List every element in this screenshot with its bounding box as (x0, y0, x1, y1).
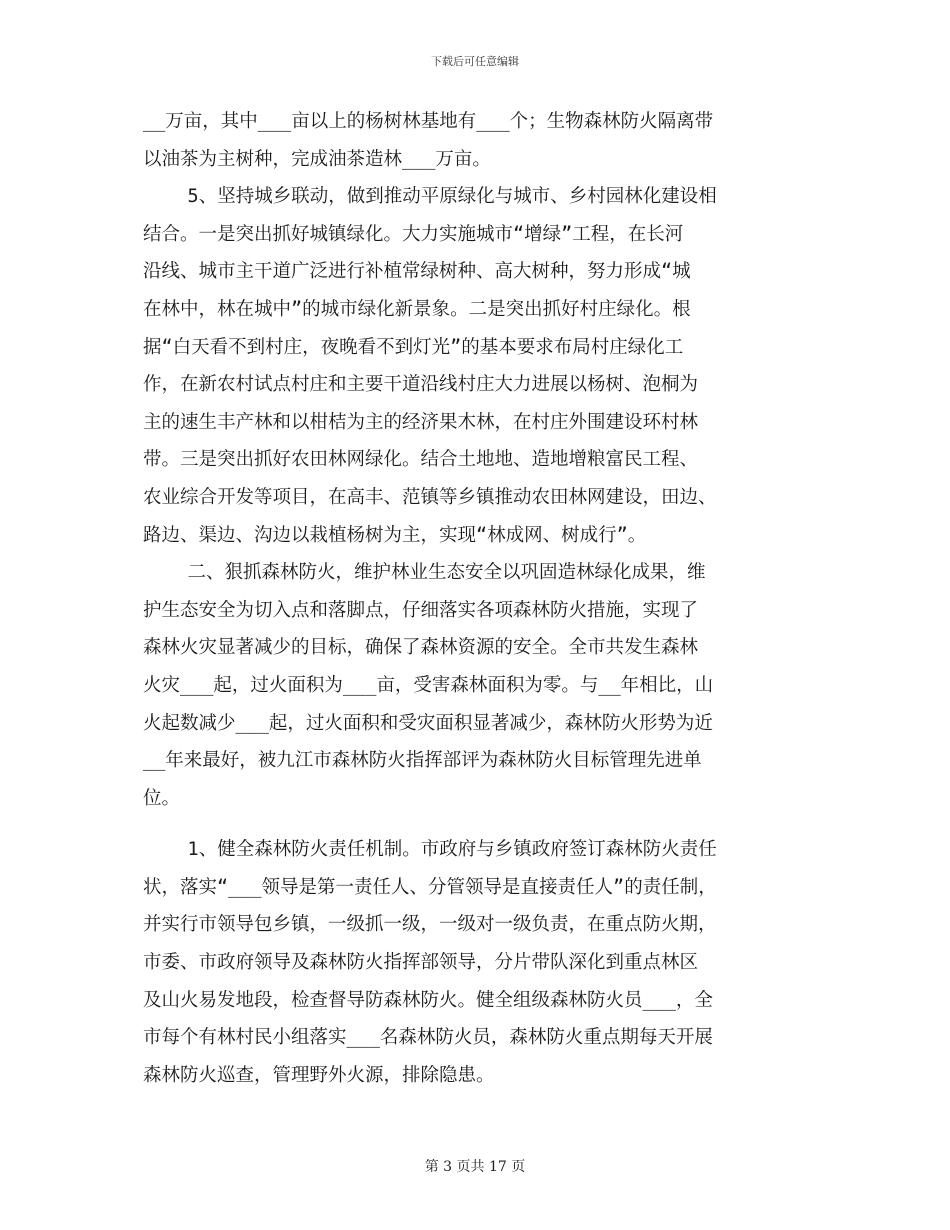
text-line: 1、健全森林防火责任机制。市政府与乡镇政府签订森林防火责任 (143, 839, 717, 861)
text-line: 农业综合开发等项目，在高丰、范镇等乡镇推动农田林网建设，田边、 (143, 486, 717, 508)
text-line: 沿线、城市主干道广泛进行补植常绿树种、高大树种，努力形成“城 (143, 261, 691, 283)
text-line: 5、坚持城乡联动，做到推动平原绿化与城市、乡村园林化建设相 (143, 186, 717, 208)
text-line: 火起数减少___起，过火面积和受灾面积显著减少，森林防火形势为近 (143, 712, 713, 734)
text-line: 森林防火巡查，管理野外火源，排除隐患。 (143, 1064, 495, 1086)
text-line: __年来最好，被九江市森林防火指挥部评为森林防火目标管理先进单 (143, 750, 702, 772)
text-line: 状，落实“___领导是第一责任人、分管领导是直接责任人”的责任制， (143, 876, 717, 898)
paragraph (143, 554, 823, 817)
text-line: 以油茶为主树种，完成油茶造林___万亩。 (143, 148, 491, 170)
text-line: 主的速生丰产林和以柑桔为主的经济果木林，在村庄外围建设环村林 (143, 411, 699, 433)
text-line: 在林中，林在城中”的城市绿化新景象。二是突出抓好村庄绿化。根 (143, 298, 691, 320)
text-line: 火灾___起，过火面积为___亩，受害森林面积为零。与__年相比，山 (143, 674, 714, 696)
text-line: 路边、渠边、沟边以栽植杨树为主，实现“林成网、树成行”。 (143, 524, 647, 546)
text-line: 作，在新农村试点村庄和主要干道沿线村庄大力进展以杨树、泡桐为 (143, 374, 699, 396)
text-line: 及山火易发地段，检查督导防森林防火。健全组级森林防火员___，全 (143, 989, 713, 1011)
text-line: 结合。一是突出抓好城镇绿化。大力实施城市“增绿”工程，在长河 (143, 223, 684, 245)
page-header-note: 下载后可任意编辑 (431, 55, 519, 68)
text-line: __万亩，其中___亩以上的杨树林基地有___个；生物森林防火隔离带 (143, 111, 714, 132)
page-number: 第 3 页共 17 页 (424, 1159, 526, 1175)
text-line: 护生态安全为切入点和落脚点，仔细落实各项森林防火措施，实现了 (143, 599, 699, 621)
paragraph (143, 178, 823, 554)
text-line: 森林火灾显著减少的目标，确保了森林资源的安全。全市共发生森林 (143, 637, 699, 659)
text-line: 市每个有林村民小组落实___名森林防火员，森林防火重点期每天开展 (143, 1027, 713, 1049)
text-line: 位。 (143, 787, 181, 809)
paragraph-spacer (143, 817, 823, 831)
document-body (143, 103, 823, 1094)
text-line: 带。三是突出抓好农田林网绿化。结合土地地、造地增粮富民工程、 (143, 449, 699, 471)
text-line: 据“白天看不到村庄，夜晚看不到灯光”的基本要求布局村庄绿化工 (143, 336, 684, 358)
paragraph (143, 103, 823, 178)
text-line: 二、狠抓森林防火，维护林业生态安全以巩固造林绿化成果，维 (143, 562, 706, 584)
paragraph (143, 831, 823, 1094)
text-line: 并实行市领导包乡镇，一级抓一级，一级对一级负责，在重点防火期， (143, 914, 717, 936)
text-line: 市委、市政府领导及森林防火指挥部领导，分片带队深化到重点林区 (143, 952, 699, 974)
